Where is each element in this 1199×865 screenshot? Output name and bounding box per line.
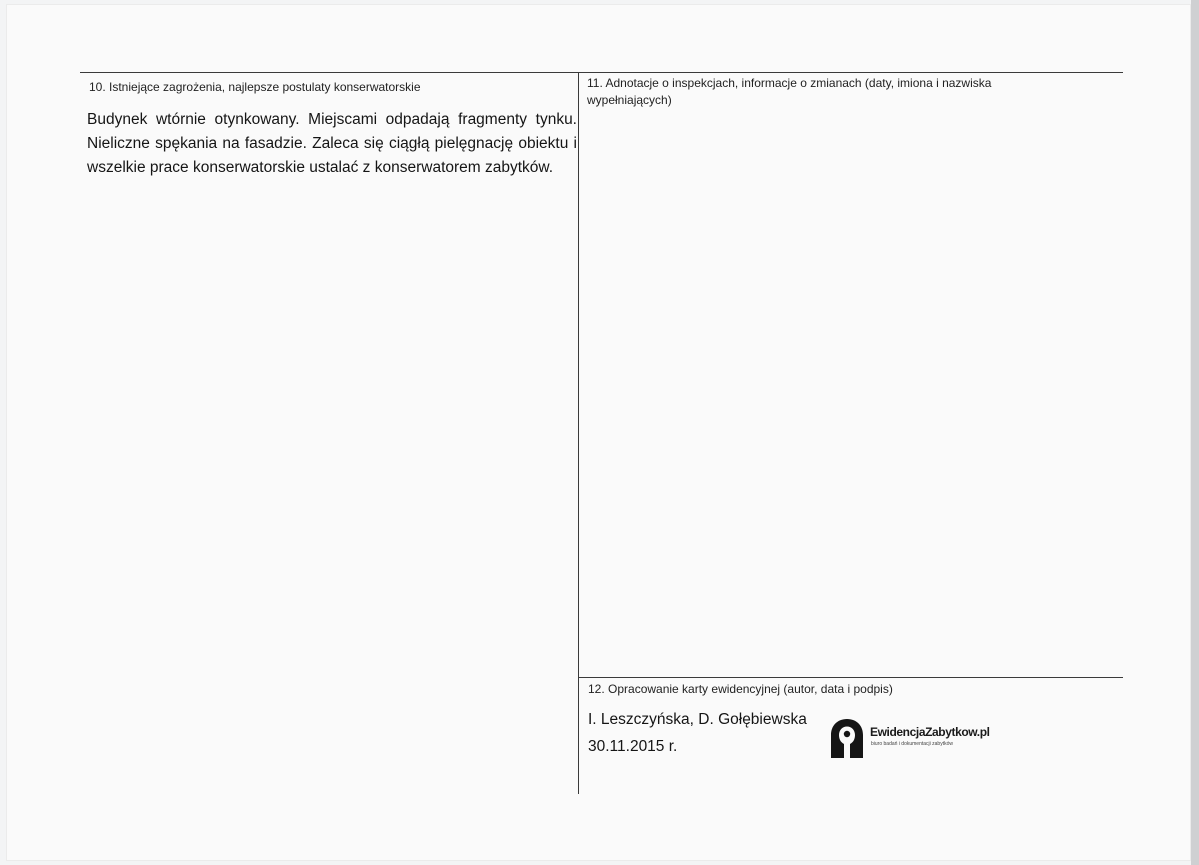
section-10-heading: 10. Istniejące zagrożenia, najlepsze postulaty konserwatorskie [89,80,421,94]
section-11-heading: 11. Adnotacje o inspekcjach, informacje o zmianach (daty, imiona i nazwiska wypełniających) [587,76,992,107]
section-12-date: 30.11.2015 r. [588,738,678,755]
keyhole-icon [830,718,864,760]
section-12-authors: I. Leszczyńska, D. Gołębiewska [588,711,807,728]
scan-border [1191,0,1199,865]
section-12-heading: 12. Opracowanie karty ewidencyjnej (autor, data i podpis) [588,682,893,696]
logo-name: EwidencjaZabytkow.pl [870,725,990,739]
section-12-top-rule [578,677,1123,678]
section-10-paragraph: Budynek wtórnie otynkowany. Miejscami odpadają fragmenty tynku. Nieliczne spękania na fasadzie. Zaleca się ciągłą pielęgnację obiektu i wszelkie prace konserwatorskie ustalać z konserwatorem zabytków. [87,111,577,176]
logo-tagline: biuro badań i dokumentacji zabytków [871,741,953,747]
section-11-top-rule [578,72,1123,73]
section-10-text [87,108,577,180]
logo [830,718,1000,760]
column-divider [578,72,579,794]
section-10-top-rule [80,72,580,73]
